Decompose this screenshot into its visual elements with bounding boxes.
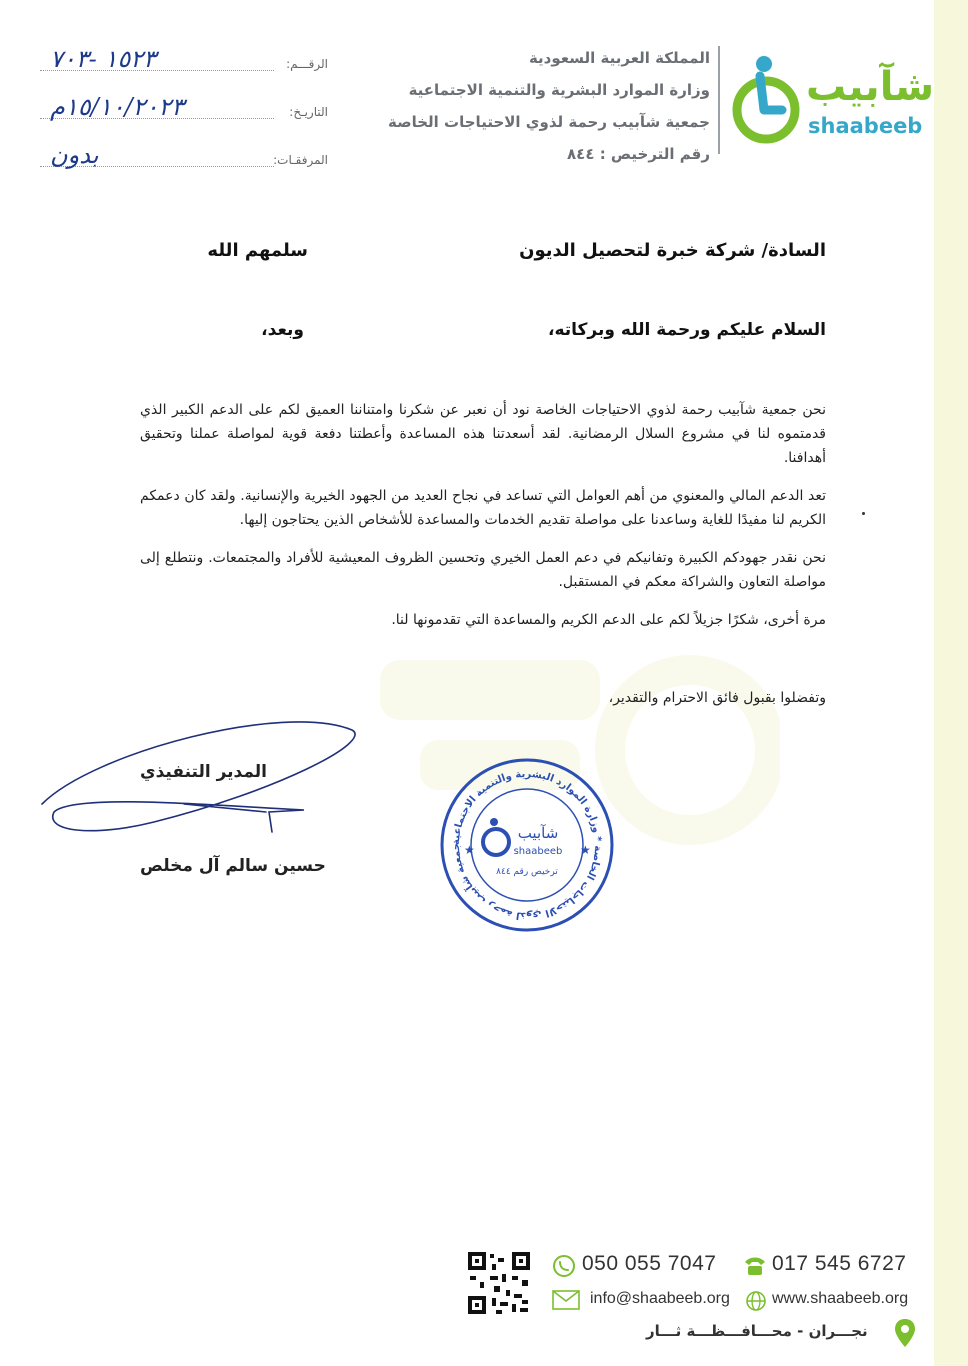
stamp-ring-text: جمعية شآبيب رحمة لذوي الاحتياجات الخاصة * وزارة الموارد البشرية والتنمية الاجتماعية (450, 768, 604, 922)
phone-number: 017 545 6727 (772, 1252, 907, 1275)
addressee-suffix: سلمهم الله (207, 240, 308, 261)
attachments-row (40, 131, 330, 179)
paragraph-2: تعد الدعم المالي والمعنوي من أهم العوامل التي تساعد في نجاح العديد من الجهود الخيرية والإنسانية. ولقد كان دعمكم الكريم لنا مفيدًا للغاية وساعدنا على مواصلة تقديم الخدمات والمساعدة للأشخاص الذين يحتاجون إليها. (140, 488, 826, 528)
greeting: السلام عليكم ورحمة الله وبركاته، (548, 320, 826, 340)
attachments-label: المرفقـات: (273, 153, 328, 167)
org-line-association: جمعية شآبيب رحمة لذوي الاحتياجات الخاصة (388, 113, 710, 131)
date-row (40, 83, 330, 131)
handwritten-signature (34, 712, 364, 862)
reference-fields (40, 35, 330, 179)
mobile-number: 050 055 7047 (582, 1252, 717, 1275)
location-pin-icon (894, 1318, 916, 1348)
paragraph-1: نحن جمعية شآبيب رحمة لذوي الاحتياجات الخاصة نود أن نعبر عن شكرنا وامتناننا العميق لكم على الدعم الكبير الذي قدمتموه لنا في مشروع السلال الرمضانية. لقد أسعدتنا هذه المساعدة وأعطتنا دفعة قوية لمواصلة عملنا وتحقيق أهدافنا. (140, 402, 826, 466)
wheelchair-logo-icon (730, 52, 810, 152)
reference-number-value: ١٥٢٣ -٧٠٣ (50, 45, 156, 73)
website-url: www.shaabeeb.org (772, 1290, 909, 1307)
org-line-country: المملكة العربية السعودية (528, 49, 710, 67)
stamp-center-arabic: شآبيب (517, 824, 559, 842)
org-line-license: رقم الترخيص : ٨٤٤ (567, 145, 710, 163)
greeting-suffix: وبعد، (261, 320, 304, 340)
location-text: نجـــران - محـــافـــظـــة ثـــار (646, 1322, 868, 1340)
closing-line: وتفضلوا بقبول فائق الاحترام والتقدير، (608, 690, 826, 706)
margin-dot (862, 512, 865, 515)
paragraph-4: مرة أخرى، شكرًا جزيلاً لكم على الدعم الكريم والمساعدة التي تقدمونها لنا. (391, 612, 826, 628)
stamp-license: ترخيص رقم ٨٤٤ (496, 867, 558, 877)
signatory-title: المدير التنفيذي (140, 762, 267, 782)
page-side-strip (934, 0, 968, 1366)
email-address: info@shaabeeb.org (590, 1290, 730, 1307)
whatsapp-icon (552, 1254, 576, 1278)
organization-header (290, 42, 710, 170)
header-divider (718, 46, 720, 154)
signatory-name: حسين سالم آل مخلص (140, 856, 326, 876)
stamp-center-latin: shaabeeb (513, 846, 563, 857)
globe-icon (745, 1290, 767, 1312)
star-icon: ★ (580, 843, 591, 857)
star-icon: ★ (464, 843, 475, 857)
paragraph-3: نحن نقدر جهودكم الكبيرة وتفانيكم في دعم العمل الخيري وتحسين الظروف المعيشية للأفراد والمجتمعات. ونتطلع إلى مواصلة التعاون والشراكة معكم في المستقبل. (140, 550, 826, 590)
attachments-value: بدون (50, 141, 99, 169)
date-label: التاريـخ: (289, 105, 328, 119)
reference-number-label: الرقـــم: (286, 57, 328, 71)
logo-arabic-text: شآبيب (806, 64, 935, 110)
official-stamp (438, 756, 616, 934)
phone-icon (742, 1254, 768, 1278)
date-value: ١٥/١٠/٢٠٢٣م (50, 93, 185, 121)
org-line-ministry: وزارة الموارد البشرية والتنمية الاجتماعية (408, 81, 710, 99)
addressee: السادة/ شركة خبرة لتحصيل الديون (519, 240, 826, 261)
email-icon (552, 1290, 580, 1310)
qr-code-icon (466, 1250, 532, 1316)
reference-number-row (40, 35, 330, 83)
logo-latin-text: shaabeeb (808, 114, 923, 138)
